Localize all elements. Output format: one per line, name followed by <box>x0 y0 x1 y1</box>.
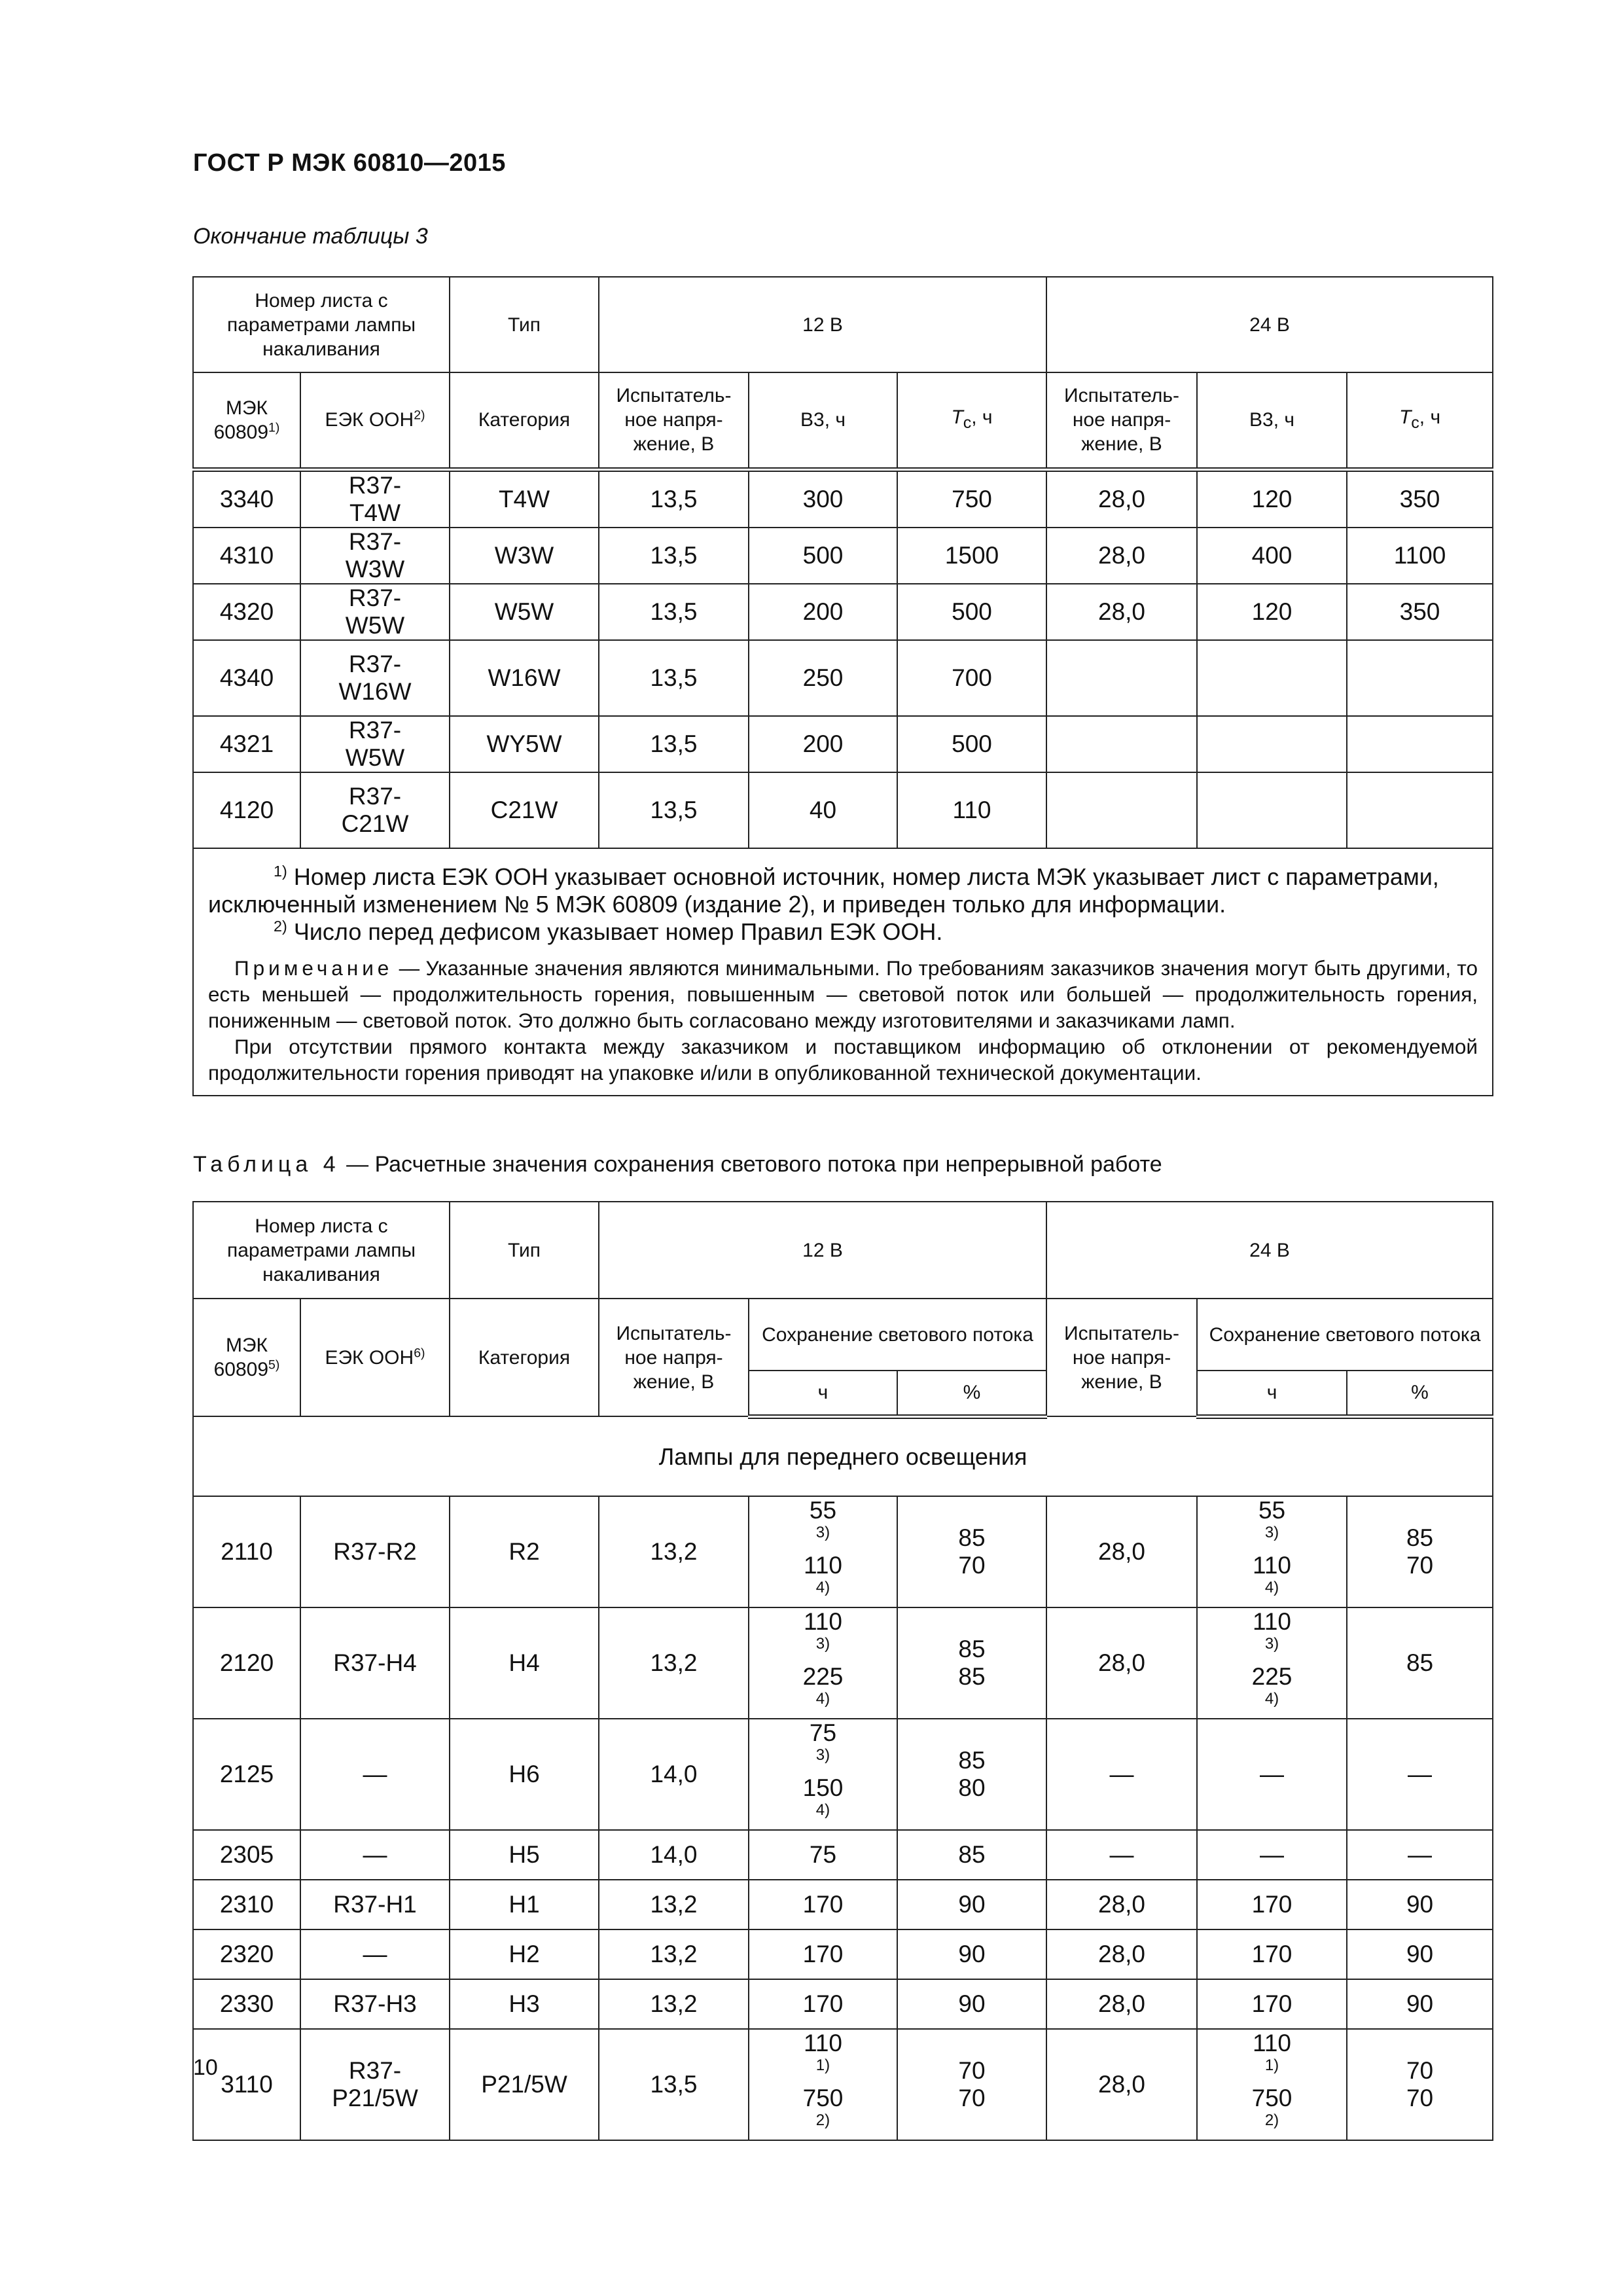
t3-cell-tc-24 <box>1347 640 1493 716</box>
t4-cell-unece: R37-H1 <box>300 1880 450 1929</box>
t4-cell-cat: H2 <box>450 1929 599 1979</box>
t4-cell-p24 <box>1347 1496 1493 1607</box>
t4-cell-v24: 28,0 <box>1046 1929 1197 1979</box>
t4-cell-cat: H4 <box>450 1607 599 1719</box>
t4-cell-iec: 2110 <box>193 1496 300 1607</box>
t4-cell-v24: 28,0 <box>1046 1880 1197 1929</box>
t3-head-category: Категория <box>450 372 599 469</box>
t4-hours-value: 55 $^{3)}$ <box>1258 1497 1286 1541</box>
t3-cell-cat: C21W <box>450 772 599 848</box>
t4-cell-p24 <box>1347 1880 1493 1929</box>
t3-head-24v: 24 В <box>1046 277 1493 372</box>
t4-cell-h12 <box>749 1607 897 1719</box>
t3-cell-iec: 4321 <box>193 716 300 772</box>
t4-cell-h24 <box>1197 1607 1347 1719</box>
t3-head-sheet-group: Номер листа с параметрами лампы накаливания <box>193 277 450 372</box>
t4-percent-value: 85 <box>1406 1649 1434 1676</box>
t3-body <box>193 469 1493 848</box>
t3-notes <box>193 848 1493 1096</box>
t3-cell-tc-24: 350 <box>1347 469 1493 528</box>
t4-cell-p24 <box>1347 1719 1493 1830</box>
t3-head-unece: ЕЭК ООН$^{2)}$ <box>300 372 450 469</box>
t4-cell-iec: 2125 <box>193 1719 300 1830</box>
t4-hours-value: 170 <box>1251 1941 1293 1967</box>
t4-percent-value: 90 <box>1406 1891 1434 1918</box>
t3-cell-v12: 13,5 <box>599 528 749 584</box>
t4-percent-value: — <box>1408 1761 1433 1787</box>
t4-hours-value: 110 $^{3)}$ <box>804 1608 842 1653</box>
t3-cell-iec: 4120 <box>193 772 300 848</box>
t4-head-percent-24: % <box>1347 1371 1493 1416</box>
t3-cell-v12: 13,5 <box>599 772 749 848</box>
table-4 <box>192 1201 1493 2141</box>
t4-row <box>193 1719 1493 1830</box>
t3-cell-tc-24 <box>1347 772 1493 848</box>
t4-percent-value: 90 <box>958 1990 986 2017</box>
table3-caption: Окончание таблицы 3 <box>193 224 428 249</box>
table4-caption: Таблица 4 — Расчетные значения сохранения светового потока при непрерывной работе <box>193 1152 1162 1177</box>
t4-hours-value: — <box>1260 1841 1285 1868</box>
t3-cell-unece: R37-W3W <box>300 528 450 584</box>
t3-row <box>193 716 1493 772</box>
t4-head-test-voltage-24: Испытатель- ное напря- жение, В <box>1046 1299 1197 1416</box>
t3-cell-v24: 28,0 <box>1046 528 1197 584</box>
t3-cell-cat: WY5W <box>450 716 599 772</box>
t4-cell-p24 <box>1347 1830 1493 1880</box>
t4-percent-value: 85 <box>958 1636 986 1662</box>
t4-cell-h24 <box>1197 1979 1347 2029</box>
t4-group-front-lighting: Лампы для переднего освещения <box>193 1416 1493 1496</box>
t4-cell-p12 <box>897 1719 1046 1830</box>
t3-cell-v24 <box>1046 772 1197 848</box>
t4-body <box>193 1496 1493 2140</box>
t4-cell-h24 <box>1197 1496 1347 1607</box>
t4-cell-h12 <box>749 1880 897 1929</box>
t3-cell-cat: W3W <box>450 528 599 584</box>
t3-cell-iec: 3340 <box>193 469 300 528</box>
t3-cell-iec: 4310 <box>193 528 300 584</box>
t3-cell-b3-24: 400 <box>1197 528 1347 584</box>
t4-head-sheet-group: Номер листа с параметрами лампы накаливания <box>193 1202 450 1299</box>
t4-hours-value: 170 <box>1251 1891 1293 1918</box>
t4-hours-value: 170 <box>1251 1990 1293 2017</box>
t4-row <box>193 2029 1493 2140</box>
t4-head-24v: 24 В <box>1046 1202 1493 1299</box>
t4-cell-iec: 3110 <box>193 2029 300 2140</box>
t4-cell-iec: 2120 <box>193 1607 300 1719</box>
t3-cell-tc-24: 350 <box>1347 584 1493 640</box>
t4-cell-h24 <box>1197 1719 1347 1830</box>
t3-cell-v24 <box>1046 640 1197 716</box>
t3-row <box>193 584 1493 640</box>
t3-cell-tc-12: 500 <box>897 584 1046 640</box>
t4-head-test-voltage-12: Испытатель- ное напря- жение, В <box>599 1299 749 1416</box>
t4-hours-value: 750 $^{2)}$ <box>802 2085 844 2129</box>
t3-head-tc-24: $T_c$, ч <box>1347 372 1493 469</box>
t4-cell-h24 <box>1197 1929 1347 1979</box>
t3-cell-b3-24 <box>1197 772 1347 848</box>
t3-row <box>193 772 1493 848</box>
t4-cell-cat: R2 <box>450 1496 599 1607</box>
t3-cell-tc-24 <box>1347 716 1493 772</box>
t4-cell-v24: — <box>1046 1830 1197 1880</box>
t4-cell-cat: H5 <box>450 1830 599 1880</box>
t4-cell-p24 <box>1347 1929 1493 1979</box>
t3-cell-v12: 13,5 <box>599 716 749 772</box>
t4-cell-unece: R37-R2 <box>300 1496 450 1607</box>
t4-cell-h24 <box>1197 1830 1347 1880</box>
t3-cell-tc-24: 1100 <box>1347 528 1493 584</box>
t4-hours-value: 55 $^{3)}$ <box>809 1497 837 1541</box>
table-3 <box>192 276 1493 1096</box>
document-header: ГОСТ Р МЭК 60810—2015 <box>193 149 506 177</box>
t4-cell-cat: H3 <box>450 1979 599 2029</box>
t4-percent-value: 70 <box>958 1552 986 1579</box>
t3-cell-b3-24: 120 <box>1197 469 1347 528</box>
t4-percent-value: 90 <box>1406 1990 1434 2017</box>
t4-cell-h12 <box>749 1830 897 1880</box>
t3-cell-v24: 28,0 <box>1046 469 1197 528</box>
t4-cell-p24 <box>1347 2029 1493 2140</box>
t4-cell-h24 <box>1197 1880 1347 1929</box>
page-number: 10 <box>193 2055 218 2080</box>
t4-cell-v12: 13,2 <box>599 1929 749 1979</box>
t3-note-2: При отсутствии прямого контакта между заказчиком и поставщиком информацию об отклонении от рекомендуемой продолжительности горения приводят на упаковке и/или в опубликованной технической документации. <box>208 1034 1478 1085</box>
t3-row <box>193 469 1493 528</box>
t4-cell-unece: R37-H4 <box>300 1607 450 1719</box>
t3-cell-v12: 13,5 <box>599 469 749 528</box>
t3-cell-b3-12: 200 <box>749 584 897 640</box>
t4-cell-h12 <box>749 1496 897 1607</box>
t4-hours-value: 110 $^{1)}$ <box>1253 2030 1292 2074</box>
t4-cell-p12 <box>897 1929 1046 1979</box>
t4-hours-value: 150 $^{4)}$ <box>802 1774 844 1819</box>
t4-hours-value: 110 $^{1)}$ <box>804 2030 842 2074</box>
t4-cell-p24 <box>1347 1607 1493 1719</box>
t3-head-type: Тип <box>450 277 599 372</box>
t4-cell-v12: 14,0 <box>599 1719 749 1830</box>
t3-head-test-voltage-12: Испытатель- ное напря- жение, В <box>599 372 749 469</box>
t4-cell-v12: 13,2 <box>599 1496 749 1607</box>
t3-cell-b3-12: 200 <box>749 716 897 772</box>
t4-cell-unece: — <box>300 1929 450 1979</box>
t4-cell-h12 <box>749 1929 897 1979</box>
t4-cell-iec: 2310 <box>193 1880 300 1929</box>
t3-cell-tc-12: 750 <box>897 469 1046 528</box>
t4-cell-unece: R37-H3 <box>300 1979 450 2029</box>
t3-cell-b3-24 <box>1197 640 1347 716</box>
t4-hours-value: 170 <box>802 1941 844 1967</box>
t4-percent-value: 85 <box>958 1663 986 1690</box>
t4-head-iec: МЭК 60809$^{5)}$ <box>193 1299 300 1416</box>
t4-percent-value: 85 <box>1406 1524 1434 1551</box>
t4-cell-p12 <box>897 1880 1046 1929</box>
t3-head-12v: 12 В <box>599 277 1046 372</box>
t4-cell-v24: 28,0 <box>1046 1979 1197 2029</box>
t4-percent-value: 90 <box>1406 1941 1434 1967</box>
t4-head-maintenance-12: Сохранение светового потока <box>749 1299 1046 1371</box>
t4-head-maintenance-24: Сохранение светового потока <box>1197 1299 1493 1371</box>
t3-cell-unece: R37-W5W <box>300 584 450 640</box>
t3-cell-cat: W5W <box>450 584 599 640</box>
t3-cell-v12: 13,5 <box>599 584 749 640</box>
t3-row <box>193 528 1493 584</box>
t4-cell-iec: 2330 <box>193 1979 300 2029</box>
t3-cell-tc-12: 700 <box>897 640 1046 716</box>
t4-cell-cat: H1 <box>450 1880 599 1929</box>
t4-row <box>193 1929 1493 1979</box>
t4-hours-value: 75 $^{3)}$ <box>809 1719 837 1764</box>
t4-cell-unece: R37- P21/5W <box>300 2029 450 2140</box>
t4-hours-value: 170 <box>802 1891 844 1918</box>
t4-cell-p12 <box>897 1607 1046 1719</box>
t4-hours-value: — <box>1260 1761 1285 1787</box>
t4-cell-v12: 13,5 <box>599 2029 749 2140</box>
t4-cell-h12 <box>749 1979 897 2029</box>
t4-head-hours-12: ч <box>749 1371 897 1416</box>
t4-percent-value: 70 <box>1406 1552 1434 1579</box>
t4-percent-value: 70 <box>1406 2085 1434 2111</box>
t4-percent-value: — <box>1408 1841 1433 1868</box>
t3-cell-unece: R37-T4W <box>300 469 450 528</box>
t3-cell-b3-12: 40 <box>749 772 897 848</box>
t4-percent-value: 90 <box>958 1941 986 1967</box>
t3-head-b3-24: В3, ч <box>1197 372 1347 469</box>
t4-cell-p24 <box>1347 1979 1493 2029</box>
t3-cell-iec: 4320 <box>193 584 300 640</box>
t3-cell-v24 <box>1046 716 1197 772</box>
t4-hours-value: 110 $^{4)}$ <box>1253 1552 1292 1596</box>
t3-head-tc-12: $T_c$, ч <box>897 372 1046 469</box>
t4-cell-p12 <box>897 2029 1046 2140</box>
t4-cell-v12: 13,2 <box>599 1979 749 2029</box>
t4-hours-value: 110 $^{4)}$ <box>804 1552 842 1596</box>
t3-cell-b3-12: 250 <box>749 640 897 716</box>
t4-head-12v: 12 В <box>599 1202 1046 1299</box>
t4-percent-value: 90 <box>958 1891 986 1918</box>
t4-row <box>193 1496 1493 1607</box>
t4-percent-value: 80 <box>958 1774 986 1801</box>
t4-cell-v12: 13,2 <box>599 1880 749 1929</box>
t4-hours-value: 170 <box>802 1990 844 2017</box>
t4-cell-cat: H6 <box>450 1719 599 1830</box>
t4-hours-value: 225 $^{4)}$ <box>802 1663 844 1708</box>
t4-cell-p12 <box>897 1830 1046 1880</box>
t4-cell-cat: P21/5W <box>450 2029 599 2140</box>
t3-cell-tc-12: 500 <box>897 716 1046 772</box>
t4-cell-iec: 2305 <box>193 1830 300 1880</box>
t4-percent-value: 85 <box>958 1747 986 1774</box>
t4-cell-unece: — <box>300 1830 450 1880</box>
t4-cell-v24: — <box>1046 1719 1197 1830</box>
t4-row <box>193 1880 1493 1929</box>
t4-hours-value: 750 $^{2)}$ <box>1251 2085 1293 2129</box>
t4-cell-h24 <box>1197 2029 1347 2140</box>
t3-cell-b3-12: 300 <box>749 469 897 528</box>
t4-percent-value: 70 <box>958 2057 986 2084</box>
t3-head-b3-12: В3, ч <box>749 372 897 469</box>
t3-footnote-1: $^{1)}$ Номер листа ЕЭК ООН указывает основной источник, номер листа МЭК указывает лист с параметрами, исключенный изменением № 5 МЭК 60809 (издание 2), и приведен только для информации. <box>208 862 1439 918</box>
t3-footnote-2: $^{2)}$ Число перед дефисом указывает номер Правил ЕЭК ООН. <box>274 917 943 945</box>
t4-cell-v12: 14,0 <box>599 1830 749 1880</box>
t4-row <box>193 1830 1493 1880</box>
t3-cell-tc-12: 1500 <box>897 528 1046 584</box>
t4-row <box>193 1979 1493 2029</box>
t4-cell-p12 <box>897 1979 1046 2029</box>
t3-row <box>193 640 1493 716</box>
t4-cell-v24: 28,0 <box>1046 1607 1197 1719</box>
t3-cell-b3-12: 500 <box>749 528 897 584</box>
t4-cell-v24: 28,0 <box>1046 1496 1197 1607</box>
t3-cell-unece: R37-W5W <box>300 716 450 772</box>
t4-cell-h12 <box>749 1719 897 1830</box>
t4-hours-value: 225 $^{4)}$ <box>1251 1663 1293 1708</box>
t3-cell-b3-24: 120 <box>1197 584 1347 640</box>
t4-head-unece: ЕЭК ООН$^{6)}$ <box>300 1299 450 1416</box>
t4-cell-v12: 13,2 <box>599 1607 749 1719</box>
t4-percent-value: 70 <box>1406 2057 1434 2084</box>
t4-cell-h12 <box>749 2029 897 2140</box>
t4-row <box>193 1607 1493 1719</box>
t4-head-percent-12: % <box>897 1371 1046 1416</box>
t4-head-category: Категория <box>450 1299 599 1416</box>
t3-head-test-voltage-24: Испытатель- ное напря- жение, В <box>1046 372 1197 469</box>
t4-cell-unece: — <box>300 1719 450 1830</box>
t4-cell-iec: 2320 <box>193 1929 300 1979</box>
t3-cell-v12: 13,5 <box>599 640 749 716</box>
t4-cell-p12 <box>897 1496 1046 1607</box>
t3-cell-b3-24 <box>1197 716 1347 772</box>
t3-note: Примечание — Указанные значения являются минимальными. По требованиям заказчиков значения могут быть другими, то есть меньшей — продолжительность горения, повышенным — световой поток или большей — продолжительность горения, пониженным — световой поток. Это должно быть согласовано между изготовителями и заказчиками ламп. <box>208 956 1478 1032</box>
t3-cell-unece: R37- W16W <box>300 640 450 716</box>
t3-cell-iec: 4340 <box>193 640 300 716</box>
t4-percent-value: 85 <box>958 1841 986 1868</box>
t3-cell-cat: T4W <box>450 469 599 528</box>
t4-cell-v24: 28,0 <box>1046 2029 1197 2140</box>
t3-cell-unece: R37- C21W <box>300 772 450 848</box>
t3-head-iec: МЭК 60809$^{1)}$ <box>193 372 300 469</box>
t4-head-type: Тип <box>450 1202 599 1299</box>
t3-cell-tc-12: 110 <box>897 772 1046 848</box>
t3-cell-cat: W16W <box>450 640 599 716</box>
t4-hours-value: 110 $^{3)}$ <box>1253 1608 1292 1653</box>
t4-head-hours-24: ч <box>1197 1371 1347 1416</box>
t4-percent-value: 70 <box>958 2085 986 2111</box>
t3-cell-v24: 28,0 <box>1046 584 1197 640</box>
t4-percent-value: 85 <box>958 1524 986 1551</box>
t4-hours-value: 75 <box>809 1841 837 1868</box>
